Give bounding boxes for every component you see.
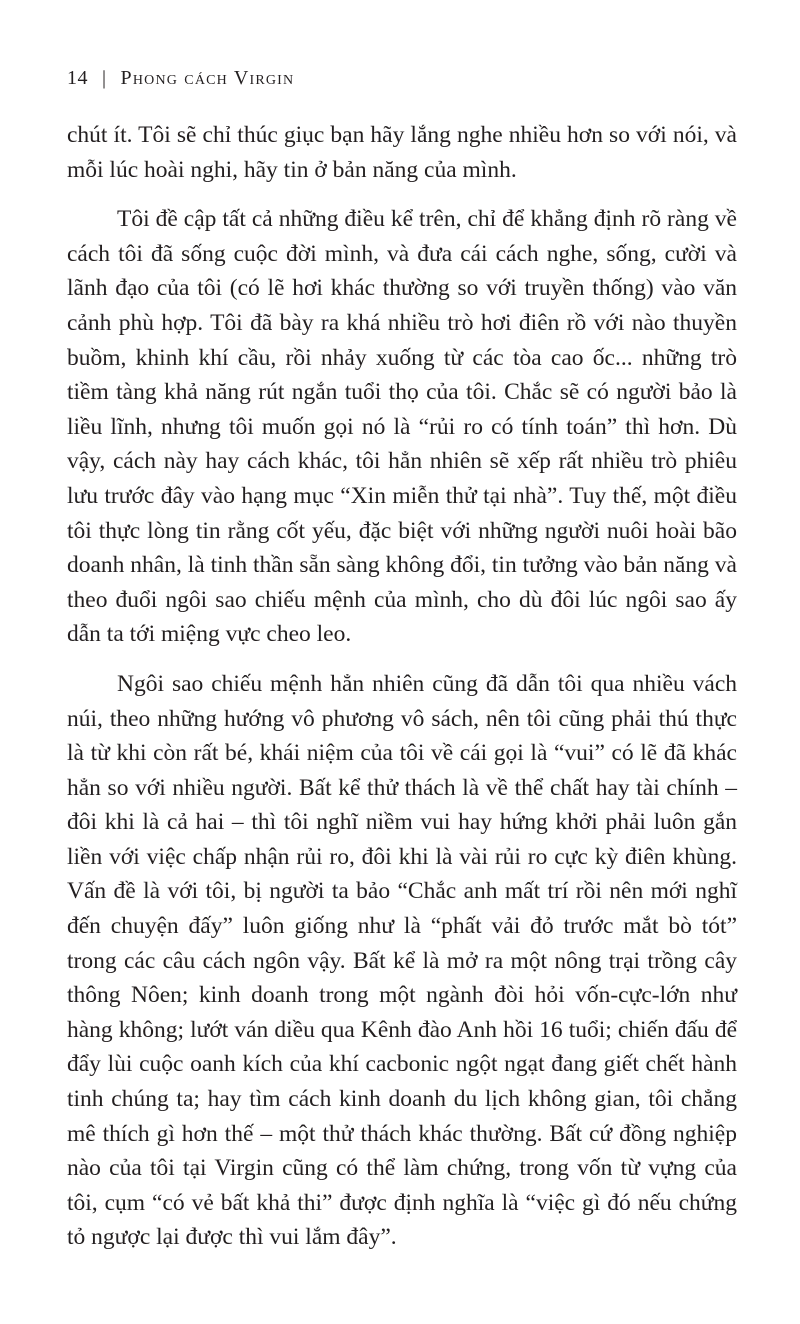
running-header [67, 64, 294, 92]
header-separator: | [102, 67, 107, 89]
book-title: Phong cách Virgin [120, 67, 295, 89]
paragraph-continuation: chút ít. Tôi sẽ chỉ thúc giục bạn hãy lắng nghe nhiều hơn so với nói, và mỗi lúc hoài nghi, hãy tin ở bản năng của mình. [67, 122, 737, 183]
paragraph: Tôi đề cập tất cả những điều kể trên, chỉ để khẳng định rõ ràng về cách tôi đã sống cuộc đời mình, và đưa cái cách nghe, sống, cười và lãnh đạo của tôi (có lẽ hơi khác thường so với truyền thống) vào văn cảnh phù hợp. Tôi đã bày ra khá nhiều trò hơi điên rồ với nào thuyền buồm, khinh khí cầu, rồi nhảy xuống từ các tòa cao ốc... những trò tiềm tàng khả năng rút ngắn tuổi thọ của tôi. Chắc sẽ có người bảo là liều lĩnh, nhưng tôi muốn gọi nó là “rủi ro có tính toán” thì hơn. Dù vậy, cách này hay cách khác, tôi hẳn nhiên sẽ xếp rất nhiều trò phiêu lưu trước đây vào hạng mục “Xin miễn thử tại nhà”. Tuy thế, một điều tôi thực lòng tin rằng cốt yếu, đặc biệt với những người nuôi hoài bão doanh nhân, là tinh thần sẵn sàng không đổi, tin tưởng vào bản năng và theo đuổi ngôi sao chiếu mệnh của mình, cho dù đôi lúc ngôi sao ấy dẫn ta tới miệng vực cheo leo. [67, 206, 737, 648]
body-text [67, 118, 737, 1270]
page-number: 14 [67, 67, 88, 89]
paragraph: Ngôi sao chiếu mệnh hẳn nhiên cũng đã dẫn tôi qua nhiều vách núi, theo những hướng vô phương vô sách, nên tôi cũng phải thú thực là từ khi còn rất bé, khái niệm của tôi về cái gọi là “vui” có lẽ đã khác hẳn so với nhiều người. Bất kể thử thách là về thể chất hay tài chính – đôi khi là cả hai – thì tôi nghĩ niềm vui hay hứng khởi phải luôn gắn liền với việc chấp nhận rủi ro, đôi khi là vài rủi ro cực kỳ điên khùng. Vấn đề là với tôi, bị người ta bảo “Chắc anh mất trí rồi nên mới nghĩ đến chuyện đấy” luôn giống như là “phất vải đỏ trước mắt bò tót” trong các câu cách ngôn vậy. Bất kể là mở ra một nông trại trồng cây thông Nôen; kinh doanh trong một ngành đòi hỏi vốn-cực-lớn như hàng không; lướt ván diều qua Kênh đào Anh hồi 16 tuổi; chiến đấu để đẩy lùi cuộc oanh kích của khí cacbonic ngột ngạt đang giết chết hành tinh chúng ta; hay tìm cách kinh doanh du lịch không gian, tôi chẳng mê thích gì hơn thế – một thử thách khác thường. Bất cứ đồng nghiệp nào của tôi tại Virgin cũng có thể làm chứng, trong vốn từ vựng của tôi, cụm “có vẻ bất khả thi” được định nghĩa là “việc gì đó nếu chứng tỏ ngược lại được thì vui lắm đây”. [67, 670, 737, 1251]
